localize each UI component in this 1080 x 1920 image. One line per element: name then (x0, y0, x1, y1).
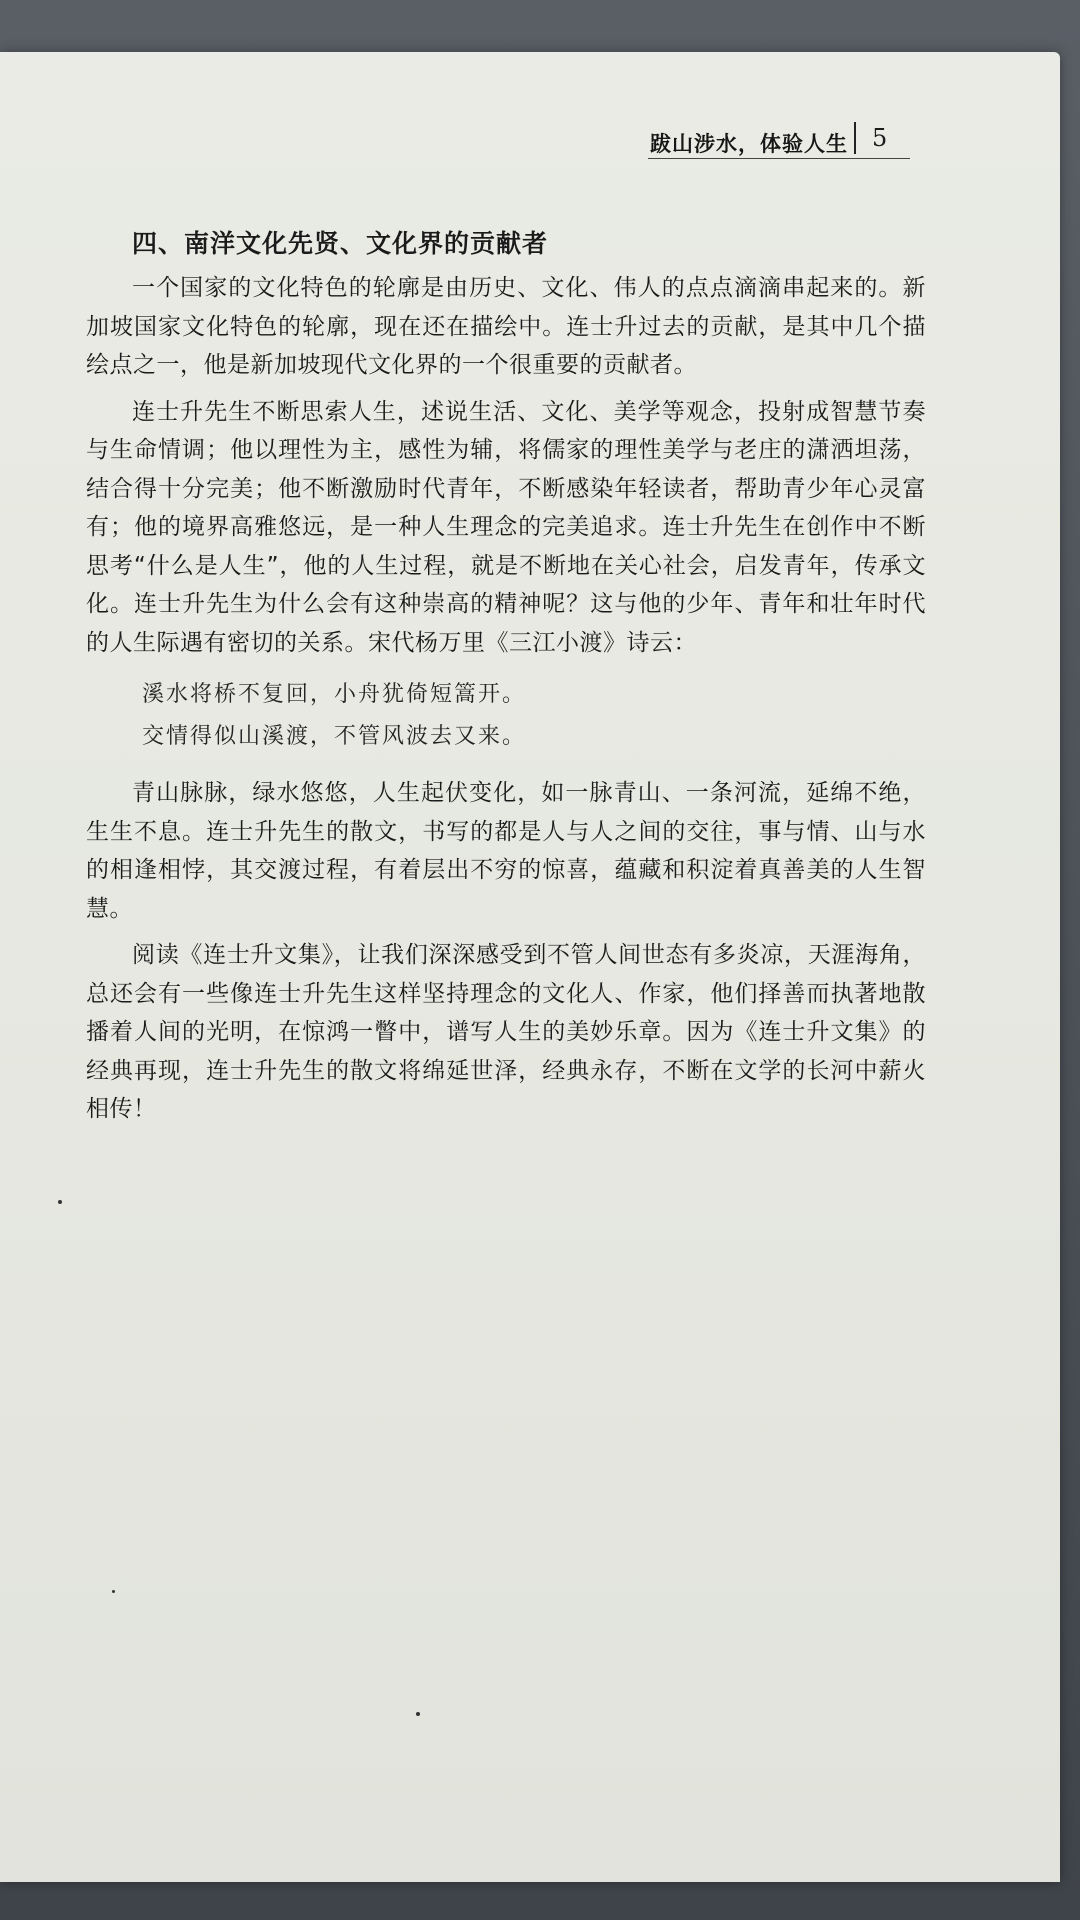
section-heading: 四、南洋文化先贤、文化界的贡献者 (132, 229, 549, 258)
paragraph-1: 一个国家的文化特色的轮廓是由历史、文化、伟人的点点滴滴串起来的。新加坡国家文化特色的轮廓，现在还在描绘中。连士升过去的贡献，是其中几个描绘点之一，他是新加坡现代文化界的一个很重要的贡献者。 (86, 275, 926, 378)
paper-speck (416, 1712, 420, 1716)
paragraph-4: 阅读《连士升文集》，让我们深深感受到不管人间世态有多炎凉，天涯海角，总还会有一些像连士升先生这样坚持理念的文化人、作家，他们择善而执著地散播着人间的光明，在惊鸿一瞥中，谱写人生的美妙乐章。因为《连士升文集》的经典再现，连士升先生的散文将绵延世泽，经典永存，不断在文学的长河中薪火相传！ (86, 942, 926, 1122)
header-rule (648, 158, 910, 159)
paragraph-3: 青山脉脉，绿水悠悠，人生起伏变化，如一脉青山、一条河流，延绵不绝，生生不息。连士升先生的散文，书写的都是人与人之间的交往，事与情、山与水的相逢相悖，其交渡过程，有着层出不穷的惊喜，蕴藏和积淀着真善美的人生智慧。 (86, 780, 926, 922)
running-header (650, 116, 910, 166)
header-divider (854, 122, 856, 154)
poem-quote (142, 674, 926, 758)
page-body (86, 225, 926, 1129)
poem-line: 溪水将桥不复回，小舟犹倚短篙开。 (142, 682, 527, 707)
paper-speck (112, 1590, 115, 1593)
running-title: 跋山涉水，体验人生 (650, 132, 848, 156)
poem-line: 交情得似山溪渡，不管风波去又来。 (142, 724, 527, 749)
paragraph-2: 连士升先生不断思索人生，述说生活、文化、美学等观念，投射成智慧节奏与生命情调；他以理性为主，感性为辅，将儒家的理性美学与老庄的潇洒坦荡，结合得十分完美；他不断激励时代青年，不断感染年轻读者，帮助青少年心灵富有；他的境界高雅悠远，是一种人生理念的完美追求。连士升先生在创作中不断思考“什么是人生”，他的人生过程，就是不断地在关心社会，启发青年，传承文化。连士升先生为什么会有这种崇高的精神呢？这与他的少年、青年和壮年时代的人生际遇有密切的关系。宋代杨万里《三江小渡》诗云： (86, 398, 926, 656)
paper-speck (58, 1200, 62, 1204)
page-number: 5 (872, 124, 888, 152)
